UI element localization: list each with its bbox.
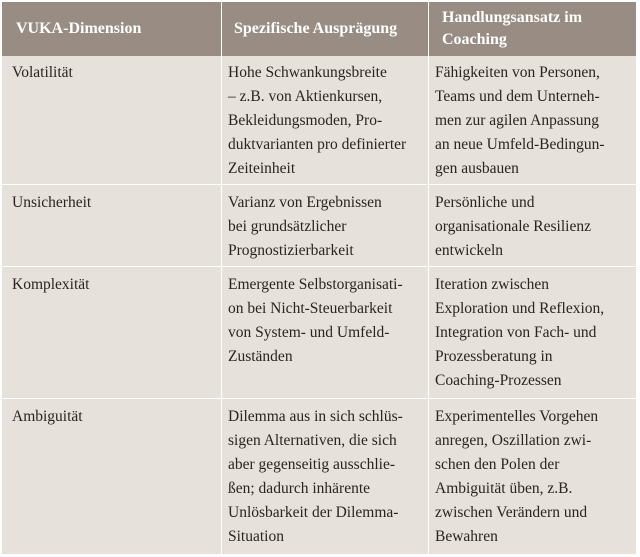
vuka-table <box>2 2 636 554</box>
cell-line: Prognostizierbarkeit <box>228 242 354 259</box>
header-col1-text: VUKA-Dimension <box>16 20 142 37</box>
cell-line: gen ausbauen <box>435 160 519 177</box>
dimension-label: Unsicherheit <box>12 194 92 211</box>
cell-line: von System- und Umfeld- <box>228 324 390 341</box>
cell-line: Fähigkeiten von Personen, <box>435 64 600 81</box>
cell-line: bei grundsätzlicher <box>228 218 347 235</box>
cell-line: ßen; dadurch inhärente <box>228 480 371 497</box>
cell-line: schen den Polen der <box>435 456 560 473</box>
dimension-label: Volatilität <box>12 64 73 81</box>
cell-line: organisationale Resilienz <box>435 218 591 235</box>
header-handlungsansatz <box>442 2 632 56</box>
cell-line: Exploration und Reflexion, <box>435 300 605 317</box>
ansatz-cell <box>435 405 598 549</box>
cell-line: Varianz von Ergebnissen <box>228 194 382 211</box>
dimension-cell <box>12 405 83 429</box>
auspraegung-cell <box>228 61 406 181</box>
cell-line: duktvarianten pro definierter <box>228 136 407 153</box>
ansatz-cell <box>435 61 605 181</box>
cell-line: entwickeln <box>435 242 504 259</box>
cell-line: aber gegenseitig ausschlie- <box>228 456 395 473</box>
column-divider <box>428 2 429 554</box>
ansatz-cell <box>435 273 604 393</box>
header-col3-line: Coaching <box>442 31 507 48</box>
cell-line: Ambiguität üben, z.B. <box>435 480 573 497</box>
cell-line: Zuständen <box>228 348 293 365</box>
cell-line: Hohe Schwankungsbreite <box>228 64 387 81</box>
cell-line: Coaching-Prozessen <box>435 372 562 389</box>
cell-line: Persönliche und <box>435 194 535 211</box>
auspraegung-cell <box>228 405 403 549</box>
header-vuka-dimension <box>16 2 216 56</box>
row-divider <box>2 184 636 185</box>
cell-line: Iteration zwischen <box>435 276 550 293</box>
row-divider <box>2 266 636 267</box>
auspraegung-cell <box>228 191 382 263</box>
cell-line: Zeiteinheit <box>228 160 296 177</box>
header-spezifische-auspraegung <box>234 2 430 56</box>
dimension-label: Komplexität <box>12 276 90 293</box>
cell-line: Dilemma aus in sich schlüs- <box>228 408 403 425</box>
dimension-cell <box>12 191 91 215</box>
dimension-cell <box>12 273 90 297</box>
cell-line: men zur agilen Anpassung <box>435 112 600 129</box>
cell-line: Prozessberatung in <box>435 348 553 365</box>
cell-line: anregen, Oszillation zwi- <box>435 432 592 449</box>
cell-line: an neue Umfeld-Bedingun- <box>435 136 605 153</box>
header-col3-line: Handlungsansatz im <box>442 9 583 26</box>
cell-line: zwischen Verändern und <box>435 504 588 521</box>
cell-line: Bekleidungsmoden, Pro- <box>228 112 383 129</box>
cell-line: Emergente Selbstorganisati- <box>228 276 403 293</box>
row-divider <box>2 398 636 399</box>
column-divider <box>221 2 222 554</box>
cell-line: Teams und dem Unterneh- <box>435 88 600 105</box>
cell-line: Unlösbarkeit der Dilemma- <box>228 504 399 521</box>
cell-line: on bei Nicht-Steuerbarkeit <box>228 300 393 317</box>
table-header <box>2 2 636 56</box>
dimension-cell <box>12 61 73 85</box>
cell-line: Experimentelles Vorgehen <box>435 408 599 425</box>
cell-line: Integration von Fach- und <box>435 324 597 341</box>
cell-line: – z.B. von Aktienkursen, <box>228 88 383 105</box>
cell-line: Bewahren <box>435 528 498 545</box>
auspraegung-cell <box>228 273 403 369</box>
dimension-label: Ambiguität <box>12 408 83 425</box>
cell-line: sigen Alternativen, die sich <box>228 432 397 449</box>
header-col2-text: Spezifische Ausprägung <box>234 20 398 37</box>
cell-line: Situation <box>228 528 284 545</box>
ansatz-cell <box>435 191 591 263</box>
